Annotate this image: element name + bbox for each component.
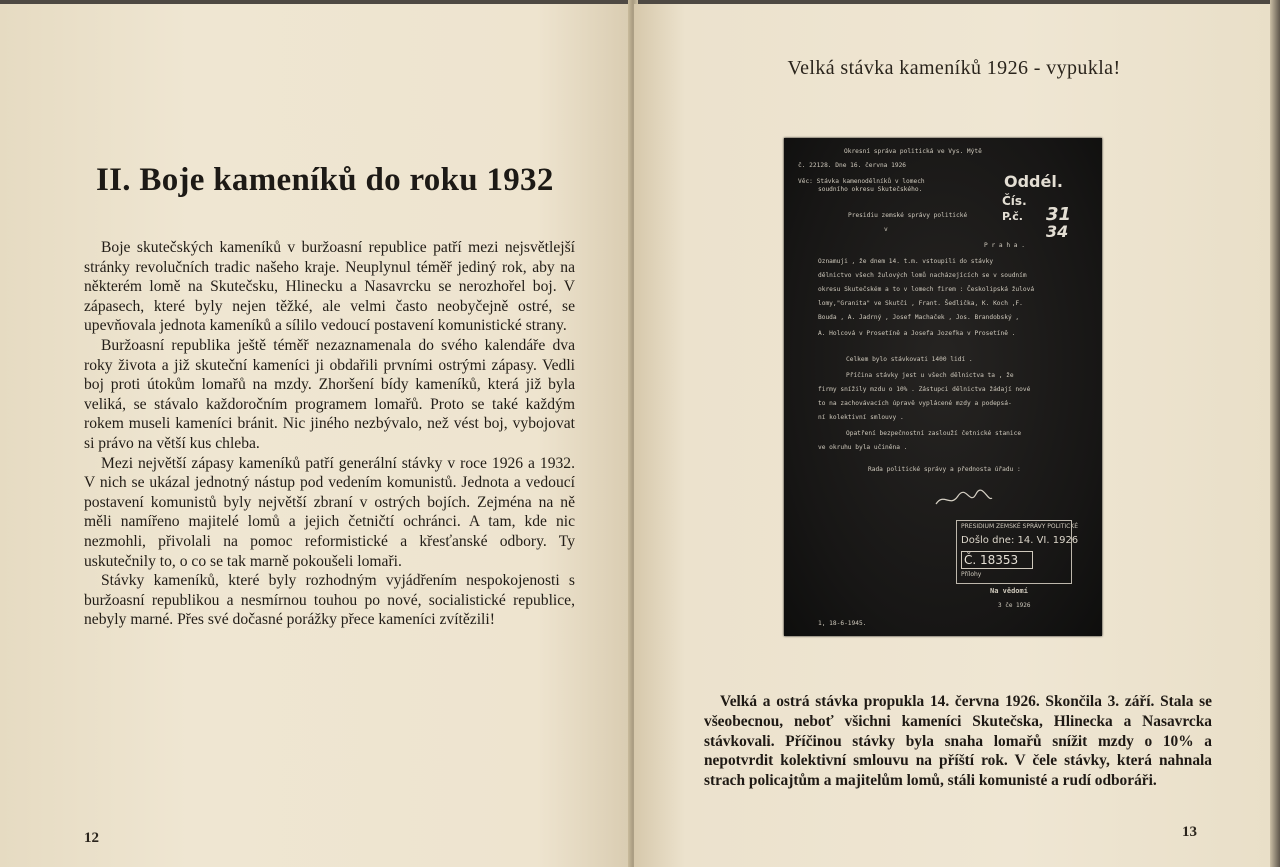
paragraph: Mezi největší zápasy kameníků patří generální stávky v roce 1926 a 1932. V nich se ukázal jednotný nástup pod vedením komunistů. Jednota a vedoucí postavení komunistů byly největší zbraní v ostrých bojích. Zejména na ně měli namířeno majitelé lomů a jejich četničtí ochránci. A tam, kde nic nezmohli, přivolali na pomoc reformistické a křesťanské odbory. Ty uskutečnily to, o co se tak marně pokoušeli lomaři.	[84, 454, 575, 570]
typed-line: Opatření bezpečnostní zaslouží četnické stanice	[846, 430, 1022, 437]
right-page	[634, 4, 1274, 867]
typed-line: to na zachovávacích úpravě vyplácené mzdy a podepsá-	[818, 400, 1012, 407]
caption-paragraph: Velká a ostrá stávka propukla 14. června 1926. Skončila 3. září. Stala se všeobecnou, neboť všichni kameníci Skutečska, Hlinecka a Nasavrcka stávkovali. Příčinou stávky byla snaha lomařů snížit mzdy o 10% a nepotvrdit kolektivní smlouvu na příští rok. V čele stávky, která nahnala strach policajtům a majitelům lomů, stáli komunisté a rudí odboráři.	[704, 693, 1212, 790]
typed-line: v	[884, 226, 888, 233]
photo-heading: Velká stávka kameníků 1926 - vypukla!	[787, 57, 1121, 79]
page-number-left: 12	[84, 830, 99, 846]
chapter-title: II. Boje kameníků do roku 1932	[96, 162, 554, 198]
typed-line: Rada politické správy a přednosta úřadu :	[868, 466, 1021, 473]
typed-line: ve okruhu byla učiněna .	[818, 444, 908, 451]
stamp-na-vedomi: Na vědomí	[990, 587, 1028, 595]
stamp-top-text: PRESIDIUM ZEMSKÉ SPRÁVY POLITICKÉ	[961, 523, 1079, 530]
document-photo	[784, 138, 1102, 636]
photo-caption	[704, 692, 1212, 791]
typed-line: okresu Skutečském a to v lomech firem : Českolipská žulová	[818, 286, 1035, 293]
typed-line: Oznamuji , že dnem 14. t.m. vstoupili do stávky	[818, 258, 994, 265]
bottom-line: 1, 18-6-1945.	[818, 620, 867, 627]
left-body-text	[84, 238, 575, 630]
typed-line: ní kolektivní smlouvy .	[818, 414, 904, 421]
typed-line: Příčina stávky jest u všech dělnictva ta , že	[846, 372, 1014, 379]
stamp-bottom-date: 3 ĉe 1926	[998, 602, 1031, 609]
typed-line: Presidiu zemské správy politické	[848, 212, 968, 219]
typed-line: P r a h a .	[984, 242, 1025, 249]
stamp-date: Došlo dne: 14. VI. 1926	[961, 535, 1079, 546]
typed-line: soudního okresu Skutečského.	[818, 186, 923, 193]
typed-line: Věc: Stávka kamenodělníků v lomech	[798, 178, 925, 185]
typed-line: dělnictvo všech žulových lomů nacházejících se v soudním	[818, 272, 1027, 279]
typed-line: A. Holcová v Prosetíně a Josefa Jozefka v Prosetíně .	[818, 330, 1016, 337]
signature-icon	[934, 488, 994, 510]
stamp-number: Č. 18353	[961, 551, 1033, 569]
registry-stamp	[956, 520, 1079, 584]
typed-line: lomy,"Granita" ve Skutči , Frant. Šedlička, K. Koch ,F.	[818, 300, 1023, 307]
paragraph: Buržoasní republika ještě téměř nezaznamenala do svého kalendáře dva roky života a již skuteční kameníci ji obdařili prvními ostrými zápasy. Vedli boj proti útokům lomařů na mzdy. Zhoršení bídy kameníků, která již byla veliká, se stávalo každoročním programem lomařů. Proto se také každým rokem museli kameníci bránit. Nic jiného nezbývalo, než vést boj, vybojovat si právo na větší kus chleba.	[84, 336, 575, 452]
typed-line: č. 22128. Dne 16. června 1926	[798, 162, 907, 169]
scan-right-edge	[1270, 0, 1280, 867]
stamp-prilohy: Přílohy	[961, 571, 982, 578]
handwritten-31: 31	[1046, 204, 1072, 225]
handwritten-pc: P.č.	[1002, 210, 1023, 223]
paragraph: Stávky kameníků, které byly rozhodným vyjádřením nespokojenosti s buržoasní republikou a nesmírnou touhou po nové, socialistické republice, nebyly marné. Přes své dočasné porážky přece kameníci zvítězili!	[84, 572, 575, 629]
left-page	[0, 4, 632, 867]
typed-line: Celkem bylo stávkovati 1400 lidí .	[846, 356, 973, 363]
page-number-right: 13	[1182, 824, 1197, 840]
handwritten-odd: Oddél.	[1004, 172, 1063, 191]
paragraph: Boje skutečských kameníků v buržoasní republice patří mezi nejsvětlejší stránky revolučních tradic našeho kraje. Neuplynul téměř jediný rok, aby na některém lomě na Skutečsku, Hlinecku a Nasavrcku se nerozhořel boj. V zápasech, které byly nejen těžké, ale velmi často neobyčejně ostré, se upevňovala jednota kameníků a sílilo vedoucí postavení komunistické strany.	[84, 239, 575, 335]
typed-line: Okresní správa politická ve Vys. Mýtě	[844, 148, 982, 155]
typed-line: firmy snížily mzdu o 10% . Zástupci dělnictva žádají nové	[818, 386, 1031, 393]
handwritten-34: 34	[1046, 222, 1069, 241]
handwritten-cis: Čís.	[1002, 194, 1027, 208]
typed-line: Bouda , A. Jadrný , Josef Machaček , Jos. Brandobský ,	[818, 314, 1020, 321]
